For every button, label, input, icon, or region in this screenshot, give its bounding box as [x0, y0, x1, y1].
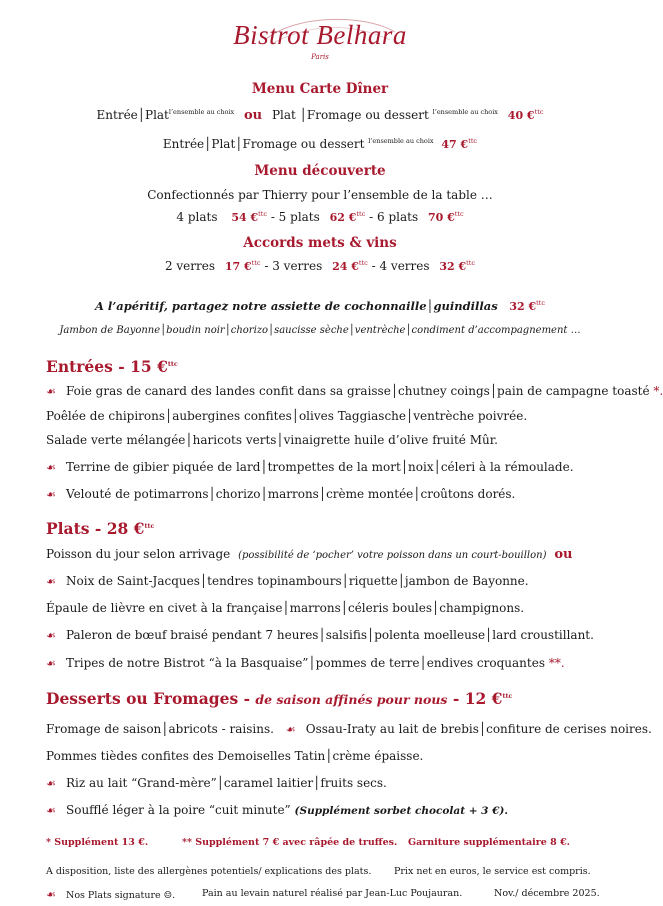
fern-icon: ☙ — [46, 629, 56, 642]
fern-icon: ☙ — [46, 804, 56, 817]
dessert-riz: Riz au lait “Grand-mère”│caramel laitier│fruits secs. — [66, 776, 387, 790]
list-item — [46, 656, 565, 670]
ttc-label: ttc — [144, 521, 155, 530]
footer-prices: Prix net en euros, le service est compris. — [394, 866, 591, 877]
decouverte-p1-price: 54 € — [231, 211, 259, 224]
list-item — [46, 803, 508, 817]
entree-foie-gras: Foie gras de canard des landes confit dans sa graisse│chutney coings│pain de campagne toasté — [66, 384, 650, 398]
ttc-label: ttc — [454, 210, 464, 218]
menu-carte-line2 — [0, 137, 640, 151]
accords-p1-label: 2 verres — [164, 259, 216, 273]
desserts-price: - 12 € — [452, 689, 503, 708]
list-item: Salade verte mélangée│haricots verts│vinaigrette huile d’olive fruité Mûr. — [46, 433, 498, 447]
carte-line1-b: Plat │Fromage ou dessert — [271, 108, 429, 122]
list-item — [46, 487, 515, 501]
entree-veloute: Velouté de potimarrons│chorizo│marrons│crème montée│croûtons dorés. — [66, 487, 516, 501]
dessert-souffle-note: (Supplément sorbet chocolat + 3 €). — [294, 805, 509, 817]
logo: Bistrot Belhara — [233, 20, 407, 50]
supplement-mark: *. — [653, 384, 663, 398]
decouverte-p3-price: 70 € — [427, 211, 455, 224]
plats-price: 28 € — [106, 519, 145, 538]
entrees-title-text: Entrées - — [46, 357, 125, 376]
accords-p1-price: 17 € — [224, 260, 252, 273]
dessert-ossau: Ossau-Iraty au lait de brebis│confiture de cerises noires. — [305, 722, 652, 736]
accords-p3-label: - 4 verres — [371, 259, 430, 273]
logo-subtitle: Paris — [311, 53, 329, 61]
footer-signature-text: Nos Plats signature ☺. — [66, 890, 176, 901]
ttc-label: ttc — [356, 210, 366, 218]
decouverte-desc: Confectionnés par Thierry pour l’ensemble de la table … — [147, 188, 493, 202]
decouverte-prices — [0, 210, 640, 224]
aperitif-details: Jambon de Bayonne│boudin noir│chorizo│saucisse sèche│ventrèche│condiment d’accompagnement … — [59, 325, 581, 336]
accords-p2-label: - 3 verres — [264, 259, 323, 273]
menu-carte-title: Menu Carte Dîner — [251, 81, 389, 97]
accords-p2-price: 24 € — [332, 260, 359, 273]
aperitif-line — [0, 299, 640, 313]
list-item: Épaule de lièvre en civet à la française│marrons│céleris boules│champignons. — [46, 601, 525, 615]
accords-p3-price: 32 € — [439, 260, 467, 273]
plats-title — [46, 519, 154, 538]
accords-prices — [0, 259, 640, 273]
menu-decouverte-title: Menu découverte — [254, 163, 386, 179]
plat-saint-jacques: Noix de Saint-Jacques│tendres topinambours│riquette│jambon de Bayonne. — [66, 574, 529, 588]
ttc-label: ttc — [258, 210, 267, 218]
fern-icon: ☙ — [285, 723, 296, 736]
carte-line2-sup: l’ensemble au choix — [368, 137, 434, 145]
carte-line2-a: Entrée│Plat│Fromage ou dessert — [162, 137, 365, 151]
fern-icon: ☙ — [46, 888, 56, 901]
list-item — [46, 384, 663, 398]
desserts-title-text: Desserts ou Fromages - — [46, 689, 251, 708]
entrees-title — [46, 357, 178, 376]
dessert-souffle: Soufflé léger à la poire “cuit minute” — [66, 803, 291, 817]
fern-icon: ☙ — [46, 461, 56, 474]
fern-icon: ☙ — [46, 385, 56, 398]
ttc-label: ttc — [167, 359, 178, 368]
fern-icon: ☙ — [46, 657, 56, 670]
plat-poisson-note: (possibilité de ‘pocher’ votre poisson dans un court-bouillon) — [238, 550, 547, 561]
dessert-fromage: Fromage de saison│abricots - raisins. — [46, 722, 274, 736]
carte-line1-sup2: l’ensemble au choix — [432, 108, 498, 116]
ttc-label: ttc — [358, 259, 368, 267]
list-item — [46, 628, 594, 642]
footer-signature — [46, 888, 175, 901]
carte-price-1: 40 € — [507, 109, 535, 122]
list-item: Pommes tièdes confites des Demoiselles Tatin│crème épaisse. — [46, 749, 424, 763]
list-item — [46, 722, 652, 736]
carte-line1-a: Entrée│Plat — [96, 108, 169, 122]
ttc-label: ttc — [251, 259, 261, 267]
footer-date: Nov./ décembre 2025. — [494, 888, 600, 899]
supplement-1: * Supplément 13 €. — [46, 837, 149, 848]
carte-ou: ou — [244, 108, 263, 123]
ttc-label: ttc — [536, 299, 545, 308]
list-item — [46, 776, 387, 790]
footer-bread: Pain au levain naturel réalisé par Jean-Luc Poujauran. — [202, 888, 463, 899]
list-item: Poêlée de chipirons│aubergines confites│olives Taggiasche│ventrèche poivrée. — [46, 409, 528, 423]
aperitif-price: 32 € — [509, 300, 537, 313]
footer-allergens: A disposition, liste des allergènes potentiels/ explications des plats. — [46, 866, 372, 877]
fern-icon: ☙ — [46, 488, 56, 501]
menu-carte-line1 — [0, 108, 640, 123]
list-item — [46, 460, 574, 474]
ttc-label: ttc — [468, 137, 478, 145]
desserts-subtitle: de saison affinés pour nous — [255, 692, 448, 707]
decouverte-p1-label: 4 plats — [176, 210, 218, 224]
ttc-label: ttc — [534, 108, 544, 116]
carte-line1-sup: l’ensemble au choix — [168, 108, 235, 116]
supplement-2: ** Supplément 7 € avec râpée de truffes. — [182, 837, 398, 848]
supplement-mark: **. — [548, 656, 565, 670]
plat-paleron: Paleron de bœuf braisé pendant 7 heures│salsifis│polenta moelleuse│lard croustillant. — [66, 628, 594, 642]
plats-ou: ou — [554, 547, 573, 562]
decouverte-p3-label: - 6 plats — [369, 210, 419, 224]
list-item — [46, 574, 529, 588]
carte-price-2: 47 € — [441, 138, 469, 151]
plat-poisson: Poisson du jour selon arrivage — [46, 547, 231, 561]
entrees-price: 15 € — [130, 357, 168, 376]
fern-icon: ☙ — [46, 777, 56, 790]
list-item — [46, 547, 572, 562]
fern-icon: ☙ — [46, 575, 56, 588]
entree-terrine: Terrine de gibier piquée de lard│trompettes de la mort│noix│céleri à la rémoulade. — [66, 460, 574, 474]
plats-title-text: Plats - — [46, 519, 102, 538]
aperitif-text: A l’apéritif, partagez notre assiette de cochonnaille│guindillas — [95, 299, 498, 313]
decouverte-p2-label: - 5 plats — [270, 210, 320, 224]
desserts-title — [46, 689, 512, 708]
accords-title: Accords mets & vins — [243, 235, 397, 251]
plat-tripes: Tripes de notre Bistrot “à la Basquaise”│pommes de terre│endives croquantes — [66, 656, 545, 670]
decouverte-p2-price: 62 € — [329, 211, 357, 224]
ttc-label: ttc — [466, 259, 476, 267]
supplement-3: Garniture supplémentaire 8 €. — [408, 837, 570, 848]
ttc-label: ttc — [502, 691, 513, 700]
